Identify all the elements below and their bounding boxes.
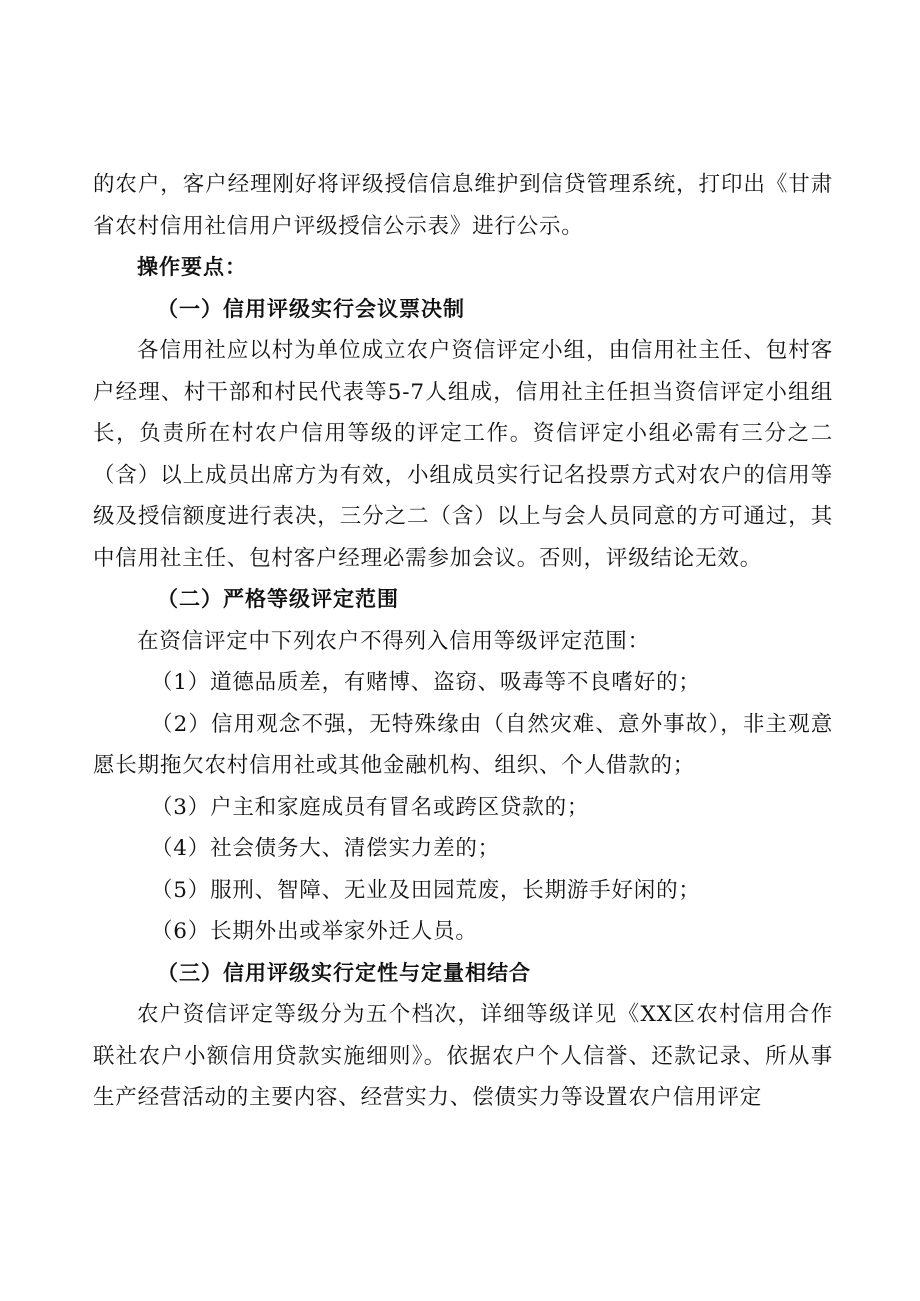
list-item-exclusion-2: （2）信用观念不强，无特殊缘由（自然灾难、意外事故），非主观意愿长期拖欠农村信用社或其他金融机构、组织、个人借款的；: [93, 711, 833, 778]
document-body: [93, 164, 833, 1119]
paragraph-rating-levels: 农户资信评定等级分为五个档次，详细等级详见《XX区农村信用合作联社农户小额信用贷款实施细则》。依据农户个人信誉、还款记录、所从事生产经营活动的主要内容、经营实力、偿债实力等设置农户信用评定: [93, 1002, 833, 1110]
subheading-meeting-vote: （一）信用评级实行会议票决制: [157, 296, 465, 321]
list-item-exclusion-4: （4）社会债务大、清偿实力差的；: [151, 836, 500, 861]
list-item-exclusion-1: （1）道德品质差，有赌博、盗窃、吸毒等不良嗜好的；: [151, 670, 701, 695]
paragraph-scope-intro: 在资信评定中下列农户不得列入信用等级评定范围：: [137, 628, 650, 654]
subheading-qualitative-quantitative: （三）信用评级实行定性与定量相结合: [157, 960, 531, 985]
subheading-rating-scope: （二）严格等级评定范围: [157, 587, 399, 611]
section-heading-operation-points: 操作要点：: [137, 255, 247, 279]
paragraph-evaluation-group: 各信用社应以村为单位成立农户资信评定小组，由信用社主任、包村客户经理、村干部和村民代表等5-7人组成，信用社主任担当资信评定小组组长，负责所在村农户信用等级的评定工作。资信评定小组必需有三分之二（含）以上成员出席方为有效，小组成员实行记名投票方式对农户的信用等级及授信额度进行表决，三分之二（含）以上与会人员同意的方可通过，其中信用社主任、包村客户经理必需参加会议。否则，评级结论无效。: [93, 338, 833, 571]
list-item-exclusion-3: （3）户主和家庭成员有冒名或跨区贷款的；: [151, 794, 590, 820]
paragraph-continuation: 的农户，客户经理刚好将评级授信信息维护到信贷管理系统，打印出《甘肃省农村信用社信用户评级授信公示表》进行公示。: [93, 172, 833, 239]
list-item-exclusion-6: （6）长期外出或举家外迁人员。: [151, 919, 478, 944]
list-item-exclusion-5: （5）服刑、智障、无业及田园荒废，长期游手好闲的；: [151, 877, 701, 903]
